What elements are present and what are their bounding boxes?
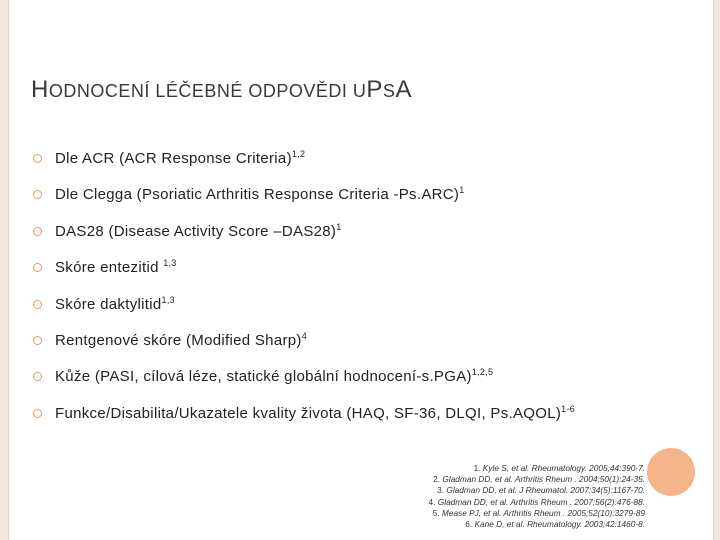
circle-bullet-icon [33,372,42,381]
reference-number: 5. [432,507,440,518]
bullet-list [33,148,575,439]
bullet-text: Dle ACR (ACR Response Criteria) [55,150,292,167]
title-text: ODNOCENÍ LÉČEBNÉ ODPOVĚDI U [48,81,367,101]
bullet-item [33,148,575,184]
reference-item [429,497,645,508]
circle-bullet-icon [33,300,42,309]
bullet-citation: 1,2,5 [471,367,494,378]
circle-bullet-icon [33,154,42,163]
bullet-text: Kůže (PASI, cílová léze, statické globální hodnocení-s.PGA) [55,368,472,386]
reference-item [429,463,645,474]
reference-text: Mease PJ, et al. Arthritis Rheum . 2005;52(10):3279-89 [439,507,645,518]
bullet-text: Dle Clegga (Psoriatic Arthritis Response Criteria -Ps.ARC) [55,186,460,204]
circle-bullet-icon [33,190,42,199]
reference-number: 1. [473,463,481,473]
title-a: A [395,76,412,103]
bullet-text: Skóre entezitid [55,259,164,277]
circle-bullet-icon [33,263,42,272]
bullet-item [33,294,575,330]
bullet-citation: 1-6 [561,403,576,414]
bullet-text: DAS28 (Disease Activity Score –DAS28) [55,222,337,240]
bullet-citation: 1,3 [161,294,175,305]
reference-item [429,508,645,519]
decorative-circle [647,448,695,496]
bullet-citation: 1,2 [291,149,306,159]
reference-item [429,474,645,485]
bullet-text: Skóre daktylitid [55,295,162,313]
reference-text: Gladman DD, et al. Arthritis Rheum . 2004;50(1):24-35. [440,474,645,485]
reference-item [429,485,645,496]
reference-text: Kane D, et al. Rheumatology. 2003;42:1460-8. [472,519,645,530]
title-s: S [382,81,396,101]
circle-bullet-icon [33,409,42,418]
bullet-item [33,184,575,220]
reference-number: 3. [437,485,445,496]
reference-item [429,519,645,530]
bullet-item [33,221,575,257]
bullet-item [33,366,575,402]
bullet-citation: 1,3 [163,258,177,269]
reference-text: Gladman DD, et al. Arthritis Rheum . 2007;56(2):476-88. [435,496,645,507]
circle-bullet-icon [33,227,42,236]
bullet-item [33,330,575,366]
reference-number: 6. [465,519,473,530]
slide [8,0,714,540]
reference-number: 2. [433,474,441,485]
bullet-citation: 1 [459,185,465,196]
reference-text: Kyle S, et al. Rheumatology. 2005;44:390-7. [480,463,645,473]
circle-bullet-icon [33,336,42,345]
references [429,463,645,530]
bullet-item [33,257,575,293]
bullet-text: Funkce/Disabilita/Ukazatele kvality života (HAQ, SF-36, DLQI, Ps.AQOL) [55,404,562,422]
title-initial: H [31,76,49,103]
slide-title [31,76,412,104]
bullet-text: Rentgenové skóre (Modified Sharp) [55,331,302,349]
reference-number: 4. [428,496,436,507]
bullet-item [33,403,575,439]
bullet-citation: 1 [336,221,342,232]
title-p: P [366,76,383,103]
reference-text: Gladman DD, et al. J Rheumatol. 2007;34(5):1167-70. [444,485,645,496]
bullet-citation: 4 [301,330,308,341]
